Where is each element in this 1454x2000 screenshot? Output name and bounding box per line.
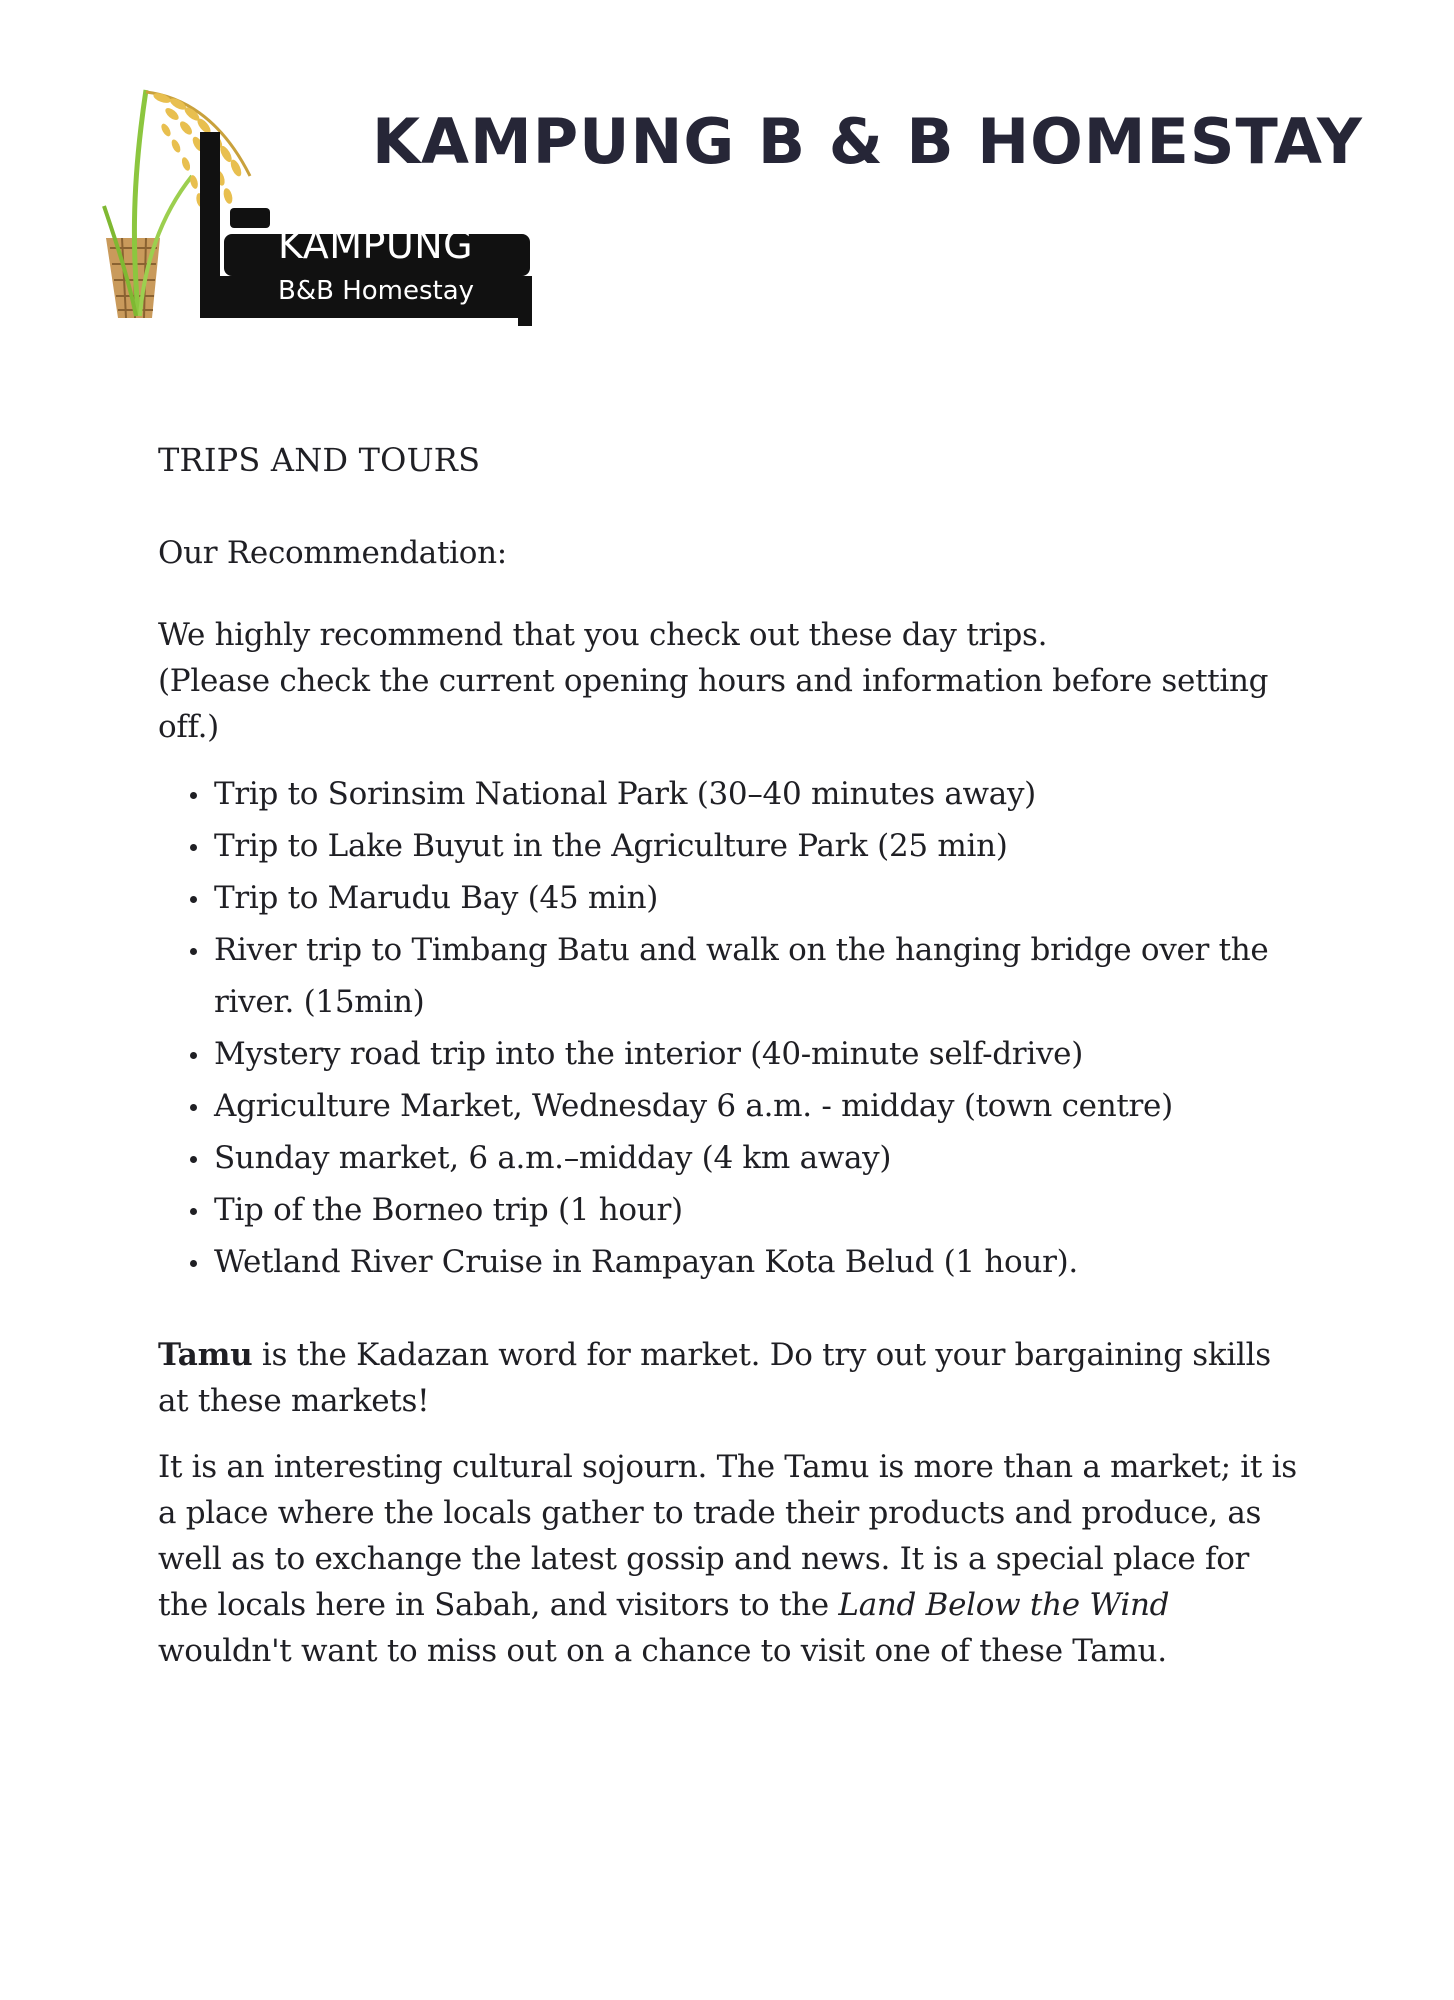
intro-line-2: (Please check the current opening hours and information before setting off.)	[158, 662, 1269, 745]
list-item: River trip to Timbang Batu and walk on the hanging bridge over the river. (15min)	[190, 924, 1308, 1028]
main-content	[158, 440, 1308, 1674]
culture-text-end: wouldn't want to miss out on a chance to visit one of these Tamu.	[158, 1632, 1167, 1669]
list-item: Mystery road trip into the interior (40-minute self-drive)	[190, 1028, 1308, 1080]
list-item: Sunday market, 6 a.m.–midday (4 km away)	[190, 1132, 1308, 1184]
intro-line-1: We highly recommend that you check out these day trips.	[158, 616, 1048, 653]
list-item: Trip to Lake Buyut in the Agriculture Park (25 min)	[190, 820, 1308, 872]
trip-list	[158, 768, 1308, 1288]
logo-text-homestay: B&B Homestay	[278, 276, 475, 306]
list-item: Tip of the Borneo trip (1 hour)	[190, 1184, 1308, 1236]
tamu-term: Tamu	[158, 1336, 253, 1373]
list-item: Trip to Sorinsim National Park (30–40 minutes away)	[190, 768, 1308, 820]
logo-text-kampung: KAMPUNG	[278, 223, 474, 267]
culture-paragraph	[158, 1444, 1308, 1674]
tamu-paragraph	[158, 1332, 1308, 1424]
list-item: Agriculture Market, Wednesday 6 a.m. - midday (town centre)	[190, 1080, 1308, 1132]
land-below-the-wind-phrase: Land Below the Wind	[838, 1586, 1170, 1623]
culture-text-start: It is an interesting cultural sojourn. The Tamu is more than a market; it is a place where the locals gather to trade their products and produce, as well as to exchange the latest gossip and news. It is a special place for the locals here in Sabah, and visitors to the	[158, 1448, 1297, 1623]
list-item: Trip to Marudu Bay (45 min)	[190, 872, 1308, 924]
section-title: TRIPS AND TOURS	[158, 441, 481, 479]
intro-paragraph	[158, 612, 1308, 750]
recommendation-label: Our Recommendation:	[158, 534, 507, 571]
page-title: KAMPUNG B & B HOMESTAY	[372, 105, 1363, 178]
tamu-text: is the Kadazan word for market. Do try out your bargaining skills at these markets!	[158, 1336, 1271, 1419]
list-item: Wetland River Cruise in Rampayan Kota Belud (1 hour).	[190, 1236, 1308, 1288]
